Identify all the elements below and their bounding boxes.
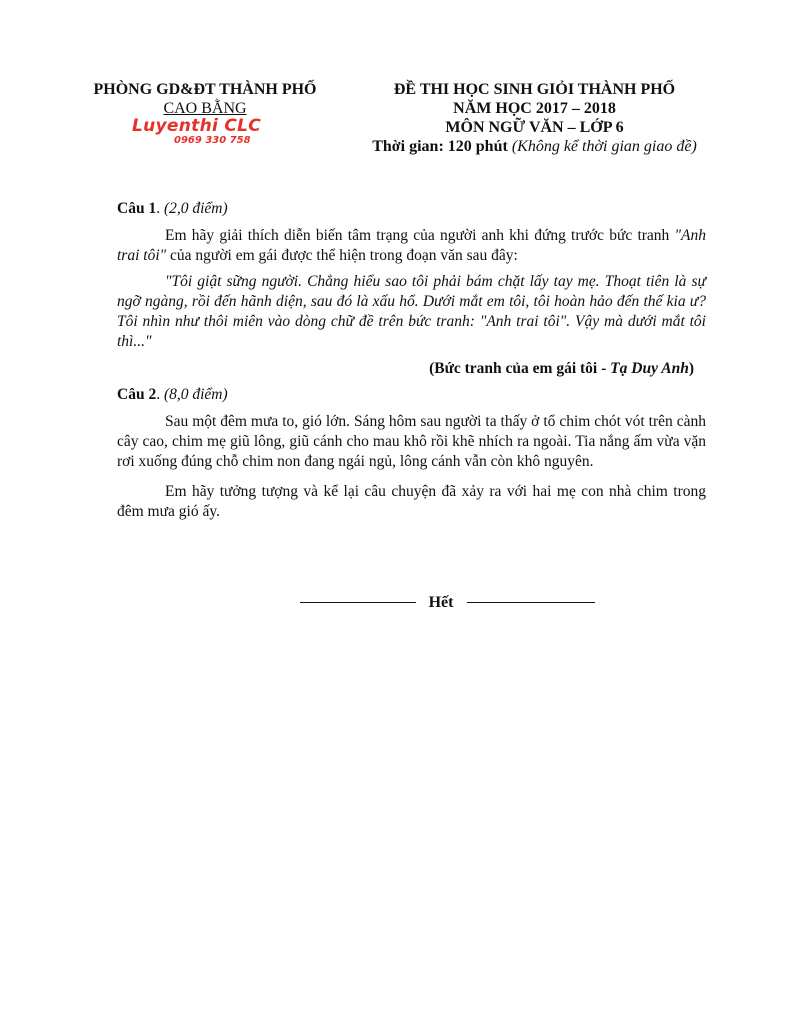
header-right — [352, 80, 717, 156]
school-year: NĂM HỌC 2017 – 2018 — [453, 100, 616, 117]
question-1-label: Câu 1 — [117, 200, 157, 217]
time-note: (Không kể thời gian giao đề) — [511, 138, 697, 155]
city-name: CAO BẰNG — [163, 100, 247, 117]
source-author: Tạ Duy Anh — [610, 360, 689, 377]
question-2-label: Câu 2 — [117, 386, 157, 403]
header-left — [70, 80, 340, 118]
subject: MÔN NGỮ VĂN – LỚP 6 — [445, 119, 624, 136]
end-marker — [300, 593, 595, 613]
exam-title: ĐỀ THI HỌC SINH GIỎI THÀNH PHỐ — [393, 81, 676, 98]
question-1-prompt: Em hãy giải thích diễn biến tâm trạng của người anh khi đứng trước bức tranh "Anh trai tôi" của người em gái được thể hiện trong đoạn văn sau đây: — [117, 227, 706, 264]
question-1-quote: "Tôi giật sững người. Chẳng hiểu sao tôi phải bám chặt lấy tay mẹ. Thoạt tiên là sự ngỡ ngàng, rồi đến hãnh diện, sau đó là xấu hổ. Dưới mắt em tôi, tôi hoàn hảo đến thế kia ư? Tôi nhìn như thôi miên vào dòng chữ đề trên bức tranh: "Anh trai tôi". Vậy mà dưới mắt tôi thì..." — [117, 273, 706, 350]
end-rule-left — [300, 602, 416, 603]
luyenthi-logo — [132, 117, 282, 146]
question-2-score: (8,0 điểm) — [163, 386, 228, 403]
question-1-score: (2,0 điểm) — [163, 200, 228, 217]
question-1 — [117, 199, 706, 379]
end-rule-right — [467, 602, 595, 603]
quote-source: (Bức tranh của em gái tôi - Tạ Duy Anh) — [429, 360, 694, 377]
question-2-paragraph-1: Sau một đêm mưa to, gió lớn. Sáng hôm sau người ta thấy ở tổ chim chót vót trên cành cây cao, chim mẹ giũ lông, giũ cánh cho mau khô rồi khẽ nhích ra ngoài. Tia nắng ấm vừa vặn rơi xuống đúng chỗ chim non đang ngái ngủ, lông cánh vẫn còn khô nguyên. — [117, 413, 706, 470]
department-name: PHÒNG GD&ĐT THÀNH PHỐ — [93, 81, 317, 98]
question-2 — [117, 385, 706, 522]
logo-phone: 0969 330 758 — [174, 135, 251, 146]
question-2-heading: Câu 2. (8,0 điểm) — [117, 386, 228, 403]
painting-title: "Anh trai tôi" — [117, 227, 706, 264]
time-label: Thời gian: 120 phút — [372, 138, 508, 155]
time-limit — [352, 137, 717, 156]
question-1-heading: Câu 1. (2,0 điểm) — [117, 200, 228, 217]
logo-brand: Luyenthi CLC — [132, 116, 262, 136]
question-2-paragraph-2: Em hãy tưởng tượng và kể lại câu chuyện đã xảy ra với hai mẹ con nhà chim trong đêm mưa gió ấy. — [117, 483, 706, 520]
end-text: Hết — [428, 594, 454, 611]
